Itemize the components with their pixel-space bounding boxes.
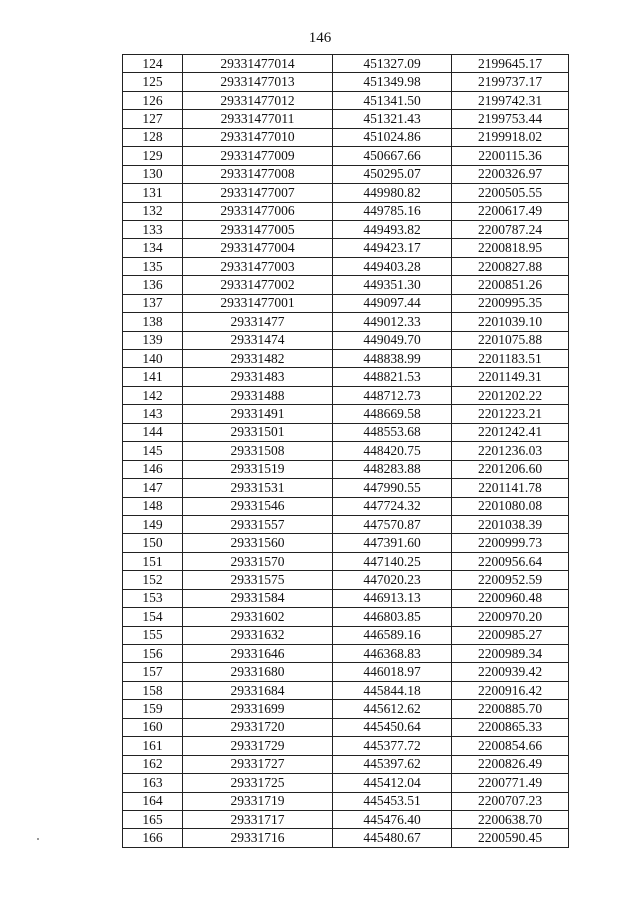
point-id-cell: 29331560 — [183, 534, 333, 552]
y-coordinate-cell: 2200865.33 — [452, 718, 569, 736]
table-row — [123, 220, 569, 238]
x-coordinate-cell: 449493.82 — [333, 220, 452, 238]
x-coordinate-cell: 447570.87 — [333, 515, 452, 533]
point-number-cell: 155 — [123, 626, 183, 644]
point-number-cell: 124 — [123, 55, 183, 73]
point-id-cell: 29331716 — [183, 829, 333, 847]
table-row — [123, 774, 569, 792]
table-row — [123, 147, 569, 165]
point-id-cell: 29331584 — [183, 589, 333, 607]
x-coordinate-cell: 446913.13 — [333, 589, 452, 607]
table-row — [123, 515, 569, 533]
point-number-cell: 138 — [123, 313, 183, 331]
y-coordinate-cell: 2201075.88 — [452, 331, 569, 349]
y-coordinate-cell: 2201038.39 — [452, 515, 569, 533]
table-row — [123, 368, 569, 386]
y-coordinate-cell: 2199737.17 — [452, 73, 569, 91]
point-id-cell: 29331570 — [183, 552, 333, 570]
point-id-cell: 29331684 — [183, 681, 333, 699]
x-coordinate-cell: 451349.98 — [333, 73, 452, 91]
point-id-cell: 29331477006 — [183, 202, 333, 220]
y-coordinate-cell: 2199918.02 — [452, 128, 569, 146]
y-coordinate-cell: 2200326.97 — [452, 165, 569, 183]
y-coordinate-cell: 2200505.55 — [452, 184, 569, 202]
point-number-cell: 130 — [123, 165, 183, 183]
point-number-cell: 126 — [123, 91, 183, 109]
x-coordinate-cell: 449403.28 — [333, 257, 452, 275]
coordinate-table — [122, 54, 569, 848]
y-coordinate-cell: 2200952.59 — [452, 571, 569, 589]
x-coordinate-cell: 445612.62 — [333, 700, 452, 718]
point-number-cell: 142 — [123, 386, 183, 404]
y-coordinate-cell: 2201080.08 — [452, 497, 569, 515]
point-number-cell: 143 — [123, 405, 183, 423]
point-id-cell: 29331477001 — [183, 294, 333, 312]
table-row — [123, 608, 569, 626]
x-coordinate-cell: 451341.50 — [333, 91, 452, 109]
x-coordinate-cell: 448669.58 — [333, 405, 452, 423]
point-id-cell: 29331483 — [183, 368, 333, 386]
y-coordinate-cell: 2199645.17 — [452, 55, 569, 73]
y-coordinate-cell: 2200115.36 — [452, 147, 569, 165]
point-number-cell: 145 — [123, 442, 183, 460]
table-row — [123, 350, 569, 368]
table-row — [123, 110, 569, 128]
x-coordinate-cell: 449097.44 — [333, 294, 452, 312]
y-coordinate-cell: 2200939.42 — [452, 663, 569, 681]
table-row — [123, 294, 569, 312]
x-coordinate-cell: 445412.04 — [333, 774, 452, 792]
margin-mark — [37, 838, 39, 840]
point-id-cell: 29331477009 — [183, 147, 333, 165]
point-id-cell: 29331680 — [183, 663, 333, 681]
point-id-cell: 29331477007 — [183, 184, 333, 202]
y-coordinate-cell: 2200590.45 — [452, 829, 569, 847]
table-row — [123, 73, 569, 91]
y-coordinate-cell: 2200854.66 — [452, 737, 569, 755]
point-id-cell: 29331488 — [183, 386, 333, 404]
point-id-cell: 29331477014 — [183, 55, 333, 73]
table-row — [123, 276, 569, 294]
table-row — [123, 239, 569, 257]
y-coordinate-cell: 2201223.21 — [452, 405, 569, 423]
point-number-cell: 131 — [123, 184, 183, 202]
point-id-cell: 29331646 — [183, 645, 333, 663]
x-coordinate-cell: 447140.25 — [333, 552, 452, 570]
table-body — [123, 55, 569, 848]
point-id-cell: 29331717 — [183, 810, 333, 828]
x-coordinate-cell: 448420.75 — [333, 442, 452, 460]
x-coordinate-cell: 446589.16 — [333, 626, 452, 644]
point-id-cell: 29331519 — [183, 460, 333, 478]
y-coordinate-cell: 2201206.60 — [452, 460, 569, 478]
point-number-cell: 153 — [123, 589, 183, 607]
y-coordinate-cell: 2200989.34 — [452, 645, 569, 663]
point-id-cell: 29331474 — [183, 331, 333, 349]
point-id-cell: 29331501 — [183, 423, 333, 441]
x-coordinate-cell: 449049.70 — [333, 331, 452, 349]
x-coordinate-cell: 445844.18 — [333, 681, 452, 699]
point-number-cell: 147 — [123, 479, 183, 497]
point-id-cell: 29331729 — [183, 737, 333, 755]
point-number-cell: 152 — [123, 571, 183, 589]
x-coordinate-cell: 451321.43 — [333, 110, 452, 128]
table-row — [123, 55, 569, 73]
point-id-cell: 29331477010 — [183, 128, 333, 146]
x-coordinate-cell: 445480.67 — [333, 829, 452, 847]
y-coordinate-cell: 2200638.70 — [452, 810, 569, 828]
y-coordinate-cell: 2200970.20 — [452, 608, 569, 626]
table-row — [123, 755, 569, 773]
point-id-cell: 29331531 — [183, 479, 333, 497]
x-coordinate-cell: 445476.40 — [333, 810, 452, 828]
point-number-cell: 162 — [123, 755, 183, 773]
table-row — [123, 91, 569, 109]
x-coordinate-cell: 449351.30 — [333, 276, 452, 294]
point-number-cell: 137 — [123, 294, 183, 312]
table-row — [123, 405, 569, 423]
point-number-cell: 163 — [123, 774, 183, 792]
point-number-cell: 166 — [123, 829, 183, 847]
x-coordinate-cell: 451024.86 — [333, 128, 452, 146]
x-coordinate-cell: 445397.62 — [333, 755, 452, 773]
point-id-cell: 29331546 — [183, 497, 333, 515]
point-id-cell: 29331477005 — [183, 220, 333, 238]
table-row — [123, 423, 569, 441]
point-id-cell: 29331477008 — [183, 165, 333, 183]
point-id-cell: 29331477 — [183, 313, 333, 331]
table-row — [123, 442, 569, 460]
point-number-cell: 156 — [123, 645, 183, 663]
y-coordinate-cell: 2199753.44 — [452, 110, 569, 128]
point-number-cell: 139 — [123, 331, 183, 349]
point-id-cell: 29331720 — [183, 718, 333, 736]
table-row — [123, 184, 569, 202]
y-coordinate-cell: 2200851.26 — [452, 276, 569, 294]
y-coordinate-cell: 2200885.70 — [452, 700, 569, 718]
point-id-cell: 29331719 — [183, 792, 333, 810]
x-coordinate-cell: 451327.09 — [333, 55, 452, 73]
point-number-cell: 149 — [123, 515, 183, 533]
table-row — [123, 792, 569, 810]
y-coordinate-cell: 2200956.64 — [452, 552, 569, 570]
point-number-cell: 144 — [123, 423, 183, 441]
y-coordinate-cell: 2201039.10 — [452, 313, 569, 331]
y-coordinate-cell: 2200826.49 — [452, 755, 569, 773]
point-number-cell: 164 — [123, 792, 183, 810]
table-row — [123, 626, 569, 644]
table-row — [123, 681, 569, 699]
y-coordinate-cell: 2200707.23 — [452, 792, 569, 810]
table-row — [123, 571, 569, 589]
y-coordinate-cell: 2200827.88 — [452, 257, 569, 275]
y-coordinate-cell: 2199742.31 — [452, 91, 569, 109]
x-coordinate-cell: 449980.82 — [333, 184, 452, 202]
y-coordinate-cell: 2201236.03 — [452, 442, 569, 460]
point-id-cell: 29331482 — [183, 350, 333, 368]
point-number-cell: 134 — [123, 239, 183, 257]
point-number-cell: 160 — [123, 718, 183, 736]
x-coordinate-cell: 446803.85 — [333, 608, 452, 626]
point-number-cell: 136 — [123, 276, 183, 294]
x-coordinate-cell: 447391.60 — [333, 534, 452, 552]
x-coordinate-cell: 448712.73 — [333, 386, 452, 404]
table-row — [123, 552, 569, 570]
table-row — [123, 663, 569, 681]
point-number-cell: 151 — [123, 552, 183, 570]
y-coordinate-cell: 2201149.31 — [452, 368, 569, 386]
point-number-cell: 125 — [123, 73, 183, 91]
point-id-cell: 29331557 — [183, 515, 333, 533]
y-coordinate-cell: 2200787.24 — [452, 220, 569, 238]
y-coordinate-cell: 2201242.41 — [452, 423, 569, 441]
table-row — [123, 479, 569, 497]
point-number-cell: 146 — [123, 460, 183, 478]
y-coordinate-cell: 2201202.22 — [452, 386, 569, 404]
x-coordinate-cell: 450667.66 — [333, 147, 452, 165]
point-number-cell: 135 — [123, 257, 183, 275]
x-coordinate-cell: 448553.68 — [333, 423, 452, 441]
point-number-cell: 140 — [123, 350, 183, 368]
y-coordinate-cell: 2200999.73 — [452, 534, 569, 552]
table-row — [123, 331, 569, 349]
y-coordinate-cell: 2200985.27 — [452, 626, 569, 644]
table-row — [123, 460, 569, 478]
x-coordinate-cell: 448283.88 — [333, 460, 452, 478]
x-coordinate-cell: 449423.17 — [333, 239, 452, 257]
table-row — [123, 165, 569, 183]
y-coordinate-cell: 2200995.35 — [452, 294, 569, 312]
table-row — [123, 589, 569, 607]
point-id-cell: 29331477004 — [183, 239, 333, 257]
point-id-cell: 29331477012 — [183, 91, 333, 109]
point-id-cell: 29331477002 — [183, 276, 333, 294]
point-id-cell: 29331575 — [183, 571, 333, 589]
page-number: 146 — [308, 30, 332, 46]
x-coordinate-cell: 446018.97 — [333, 663, 452, 681]
table-row — [123, 497, 569, 515]
y-coordinate-cell: 2200960.48 — [452, 589, 569, 607]
point-number-cell: 161 — [123, 737, 183, 755]
point-number-cell: 159 — [123, 700, 183, 718]
table-row — [123, 645, 569, 663]
point-number-cell: 157 — [123, 663, 183, 681]
x-coordinate-cell: 445377.72 — [333, 737, 452, 755]
y-coordinate-cell: 2200916.42 — [452, 681, 569, 699]
table-row — [123, 718, 569, 736]
point-id-cell: 29331477013 — [183, 73, 333, 91]
point-id-cell: 29331477011 — [183, 110, 333, 128]
x-coordinate-cell: 448821.53 — [333, 368, 452, 386]
x-coordinate-cell: 445453.51 — [333, 792, 452, 810]
point-id-cell: 29331477003 — [183, 257, 333, 275]
table-row — [123, 829, 569, 847]
x-coordinate-cell: 449785.16 — [333, 202, 452, 220]
point-id-cell: 29331727 — [183, 755, 333, 773]
y-coordinate-cell: 2200818.95 — [452, 239, 569, 257]
point-id-cell: 29331699 — [183, 700, 333, 718]
point-id-cell: 29331491 — [183, 405, 333, 423]
table-row — [123, 700, 569, 718]
table-row — [123, 386, 569, 404]
table-row — [123, 313, 569, 331]
point-number-cell: 150 — [123, 534, 183, 552]
point-id-cell: 29331632 — [183, 626, 333, 644]
x-coordinate-cell: 450295.07 — [333, 165, 452, 183]
point-number-cell: 148 — [123, 497, 183, 515]
point-number-cell: 128 — [123, 128, 183, 146]
point-number-cell: 127 — [123, 110, 183, 128]
point-number-cell: 129 — [123, 147, 183, 165]
x-coordinate-cell: 447020.23 — [333, 571, 452, 589]
x-coordinate-cell: 447724.32 — [333, 497, 452, 515]
table-row — [123, 810, 569, 828]
point-id-cell: 29331725 — [183, 774, 333, 792]
y-coordinate-cell: 2201183.51 — [452, 350, 569, 368]
x-coordinate-cell: 445450.64 — [333, 718, 452, 736]
point-number-cell: 133 — [123, 220, 183, 238]
x-coordinate-cell: 449012.33 — [333, 313, 452, 331]
point-number-cell: 154 — [123, 608, 183, 626]
y-coordinate-cell: 2200617.49 — [452, 202, 569, 220]
x-coordinate-cell: 447990.55 — [333, 479, 452, 497]
point-number-cell: 141 — [123, 368, 183, 386]
y-coordinate-cell: 2201141.78 — [452, 479, 569, 497]
x-coordinate-cell: 448838.99 — [333, 350, 452, 368]
point-number-cell: 158 — [123, 681, 183, 699]
x-coordinate-cell: 446368.83 — [333, 645, 452, 663]
table-row — [123, 202, 569, 220]
y-coordinate-cell: 2200771.49 — [452, 774, 569, 792]
point-number-cell: 165 — [123, 810, 183, 828]
table-row — [123, 128, 569, 146]
point-number-cell: 132 — [123, 202, 183, 220]
table-row — [123, 737, 569, 755]
point-id-cell: 29331508 — [183, 442, 333, 460]
table-row — [123, 534, 569, 552]
point-id-cell: 29331602 — [183, 608, 333, 626]
table-row — [123, 257, 569, 275]
